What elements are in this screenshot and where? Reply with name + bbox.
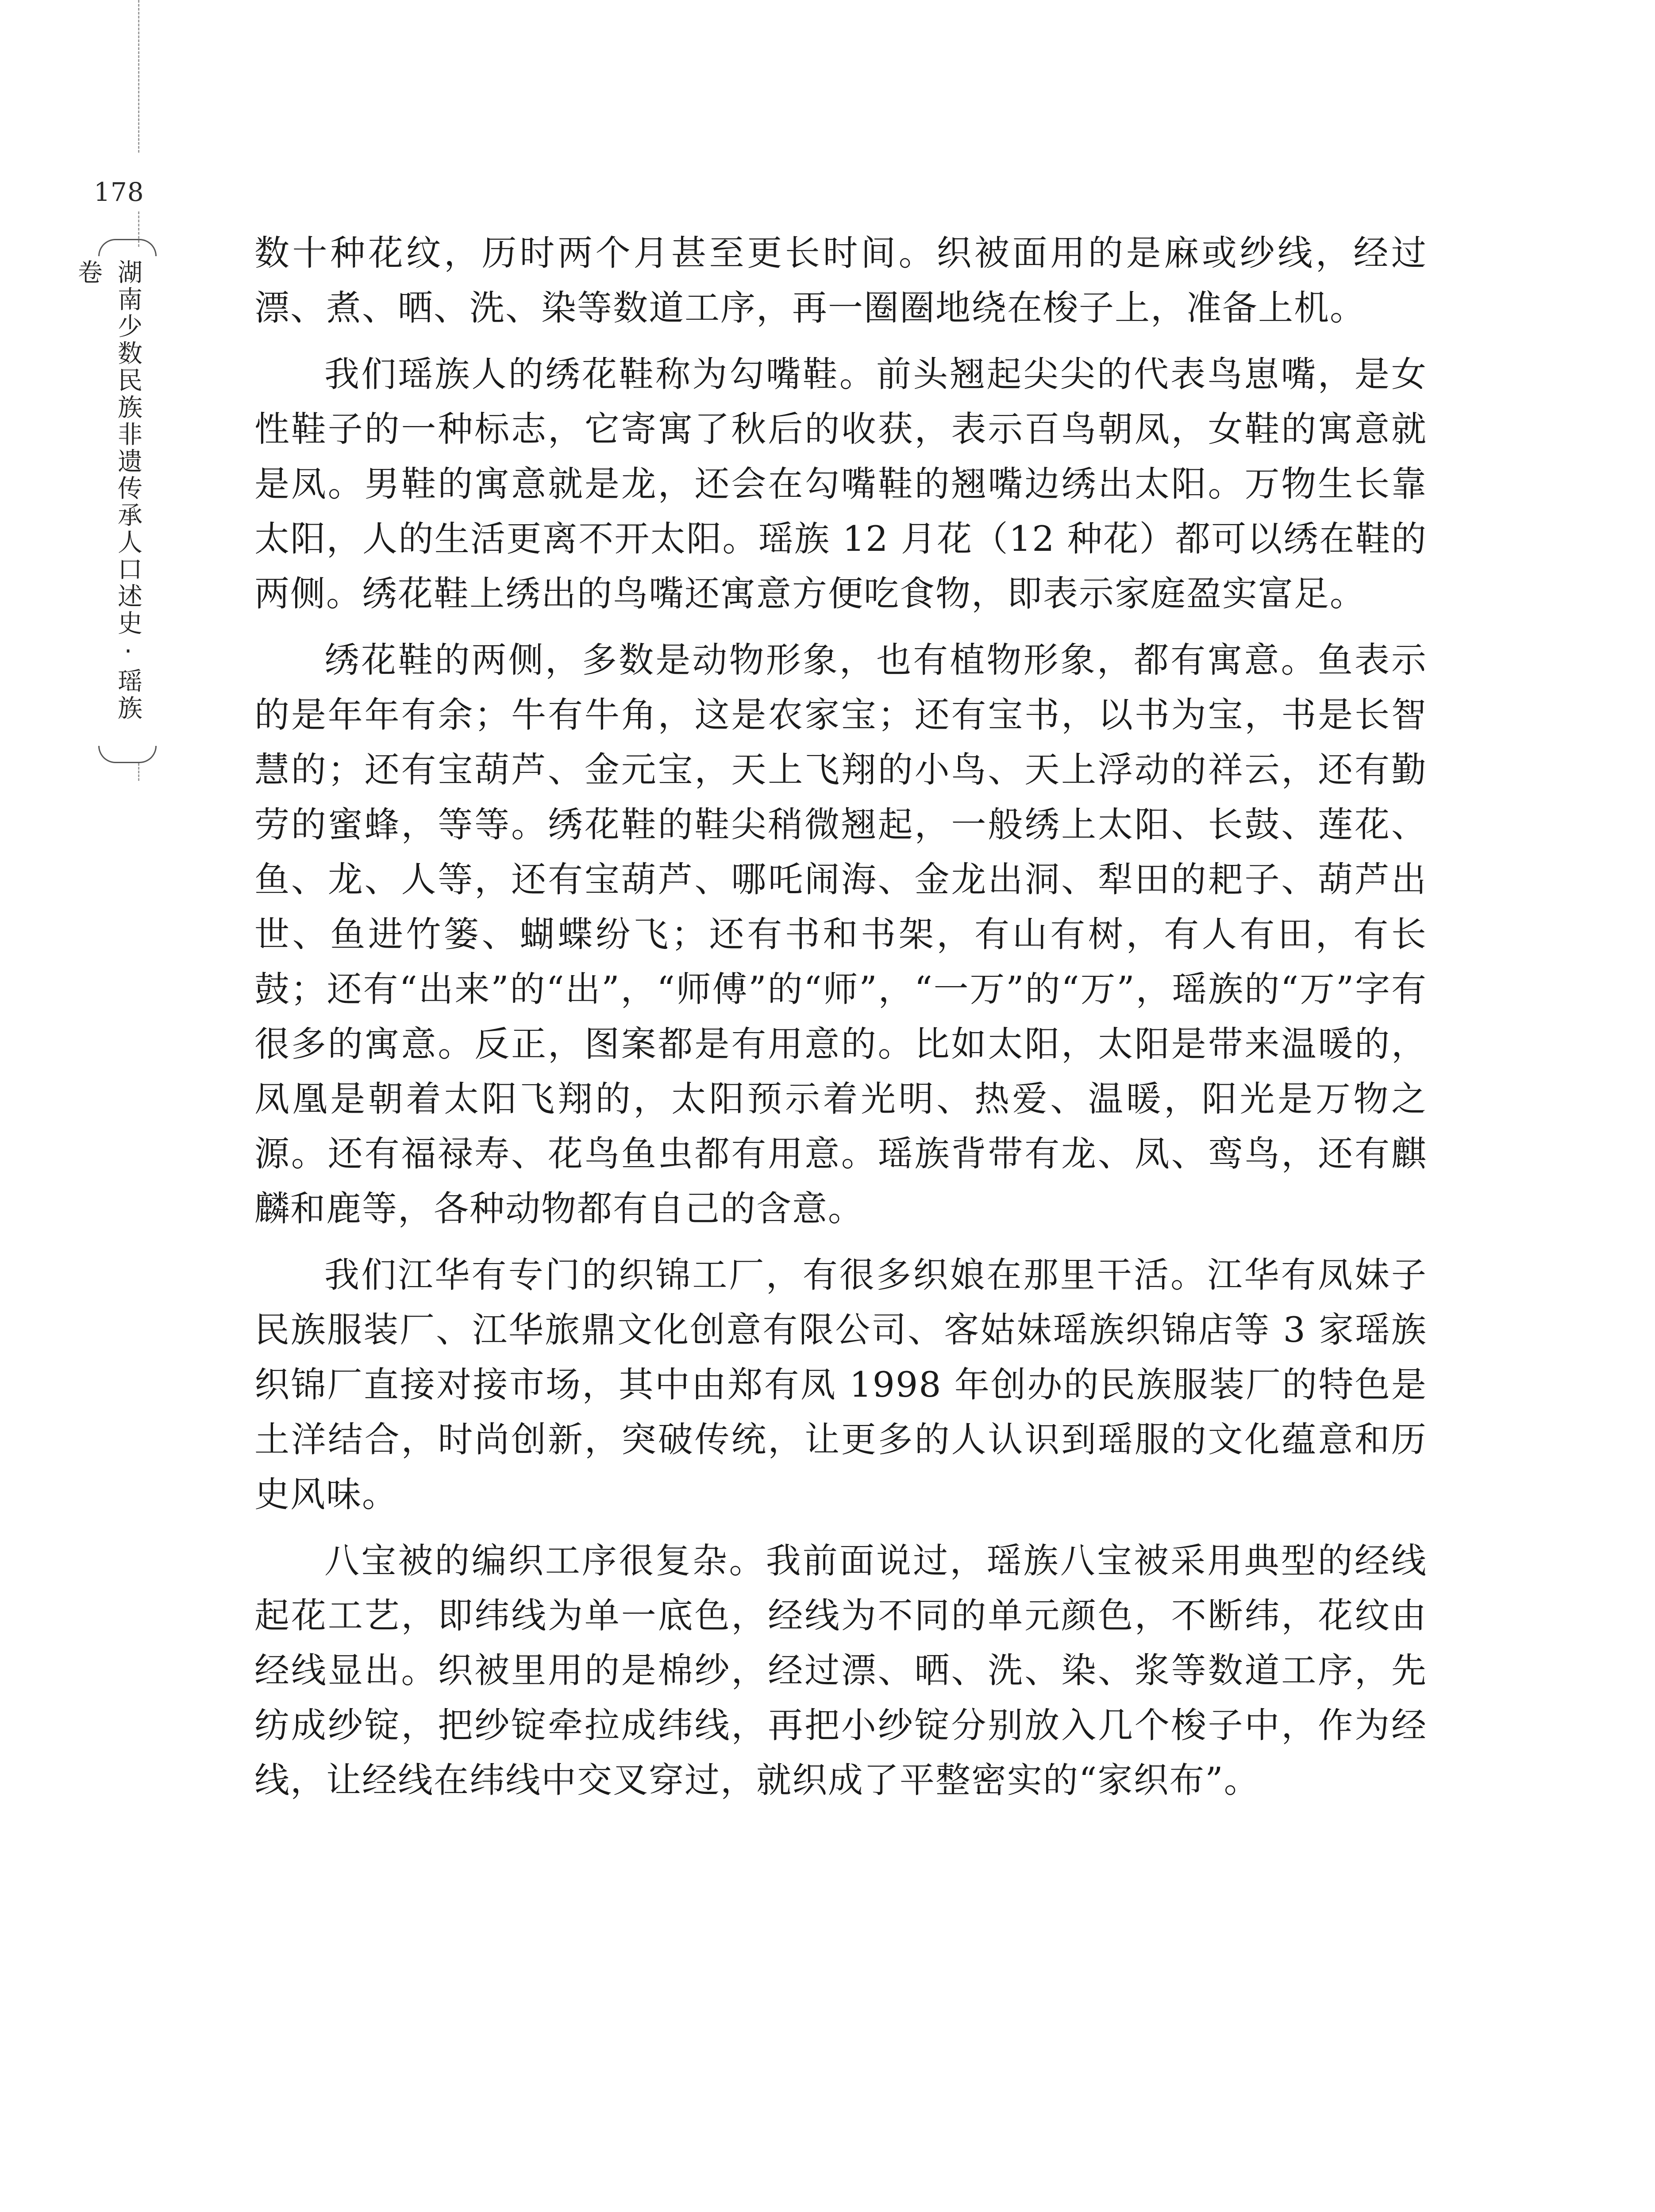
paragraph-continued: 数十种花纹，历时两个月甚至更长时间。织被面用的是麻或纱线，经过漂、煮、晒、洗、染等数道工序，再一圈圈地绕在梭子上，准备上机。 bbox=[254, 233, 1427, 328]
header-dashed-rule-bottom bbox=[138, 763, 139, 781]
paragraph: 我们江华有专门的织锦工厂，有很多织娘在那里干活。江华有凤妹子民族服装厂、江华旅鼎文化创意有限公司、客姑妹瑶族织锦店等 3 家瑶族织锦厂直接对接市场，其中由郑有凤 1998 年创办的民族服装厂的特色是土洋结合，时尚创新，突破传统，让更多的人认识到瑶服的文化蕴意和历史风味。 bbox=[254, 1255, 1427, 1515]
bracket-bottom-ornament bbox=[98, 746, 157, 763]
paragraph: 八宝被的编织工序很复杂。我前面说过，瑶族八宝被采用典型的经线起花工艺，即纬线为单一底色，经线为不同的单元颜色，不断纬，花纹由经线显出。织被里用的是棉纱，经过漂、晒、洗、染、浆等数道工序，先纺成纱锭，把纱锭牵拉成纬线，再把小纱锭分别放入几个梭子中，作为经线，让经线在纬线中交叉穿过，就织成了平整密实的“家织布”。 bbox=[254, 1540, 1427, 1801]
bracket-top-ornament bbox=[98, 239, 157, 256]
body-text bbox=[254, 226, 1427, 1819]
header-dashed-rule-top bbox=[138, 0, 139, 153]
paragraph: 我们瑶族人的绣花鞋称为勾嘴鞋。前头翘起尖尖的代表鸟崽嘴，是女性鞋子的一种标志，它寄寓了秋后的收获，表示百鸟朝凤，女鞋的寓意就是凤。男鞋的寓意就是龙，还会在勾嘴鞋的翘嘴边绣出太阳。万物生长靠太阳，人的生活更离不开太阳。瑶族 12 月花（12 种花）都可以绣在鞋的两侧。绣花鞋上绣出的鸟嘴还寓意方便吃食物，即表示家庭盈实富足。 bbox=[254, 354, 1427, 614]
paragraph: 绣花鞋的两侧，多数是动物形象，也有植物形象，都有寓意。鱼表示的是年年有余；牛有牛角，这是农家宝；还有宝书，以书为宝，书是长智慧的；还有宝葫芦、金元宝，天上飞翔的小鸟、天上浮动的祥云，还有勤劳的蜜蜂，等等。绣花鞋的鞋尖稍微翘起，一般绣上太阳、长鼓、莲花、鱼、龙、人等，还有宝葫芦、哪吒闹海、金龙出洞、犁田的耙子、葫芦出世、鱼进竹篓、蝴蝶纷飞；还有书和书架，有山有树，有人有田，有长鼓；还有“出来”的“出”，“师傅”的“师”，“一万”的“万”，瑶族的“万”字有很多的寓意。反正，图案都是有用意的。比如太阳，太阳是带来温暖的，凤凰是朝着太阳飞翔的，太阳预示着光明、热爱、温暖，阳光是万物之源。还有福禄寿、花鸟鱼虫都有用意。瑶族背带有龙、凤、鸾鸟，还有麒麟和鹿等，各种动物都有自己的含意。 bbox=[254, 640, 1427, 1229]
series-title-frame bbox=[74, 239, 161, 763]
series-title: 湖南少数民族非遗传承人口述史·瑶族卷 bbox=[74, 259, 142, 722]
page-number: 178 bbox=[94, 177, 144, 207]
